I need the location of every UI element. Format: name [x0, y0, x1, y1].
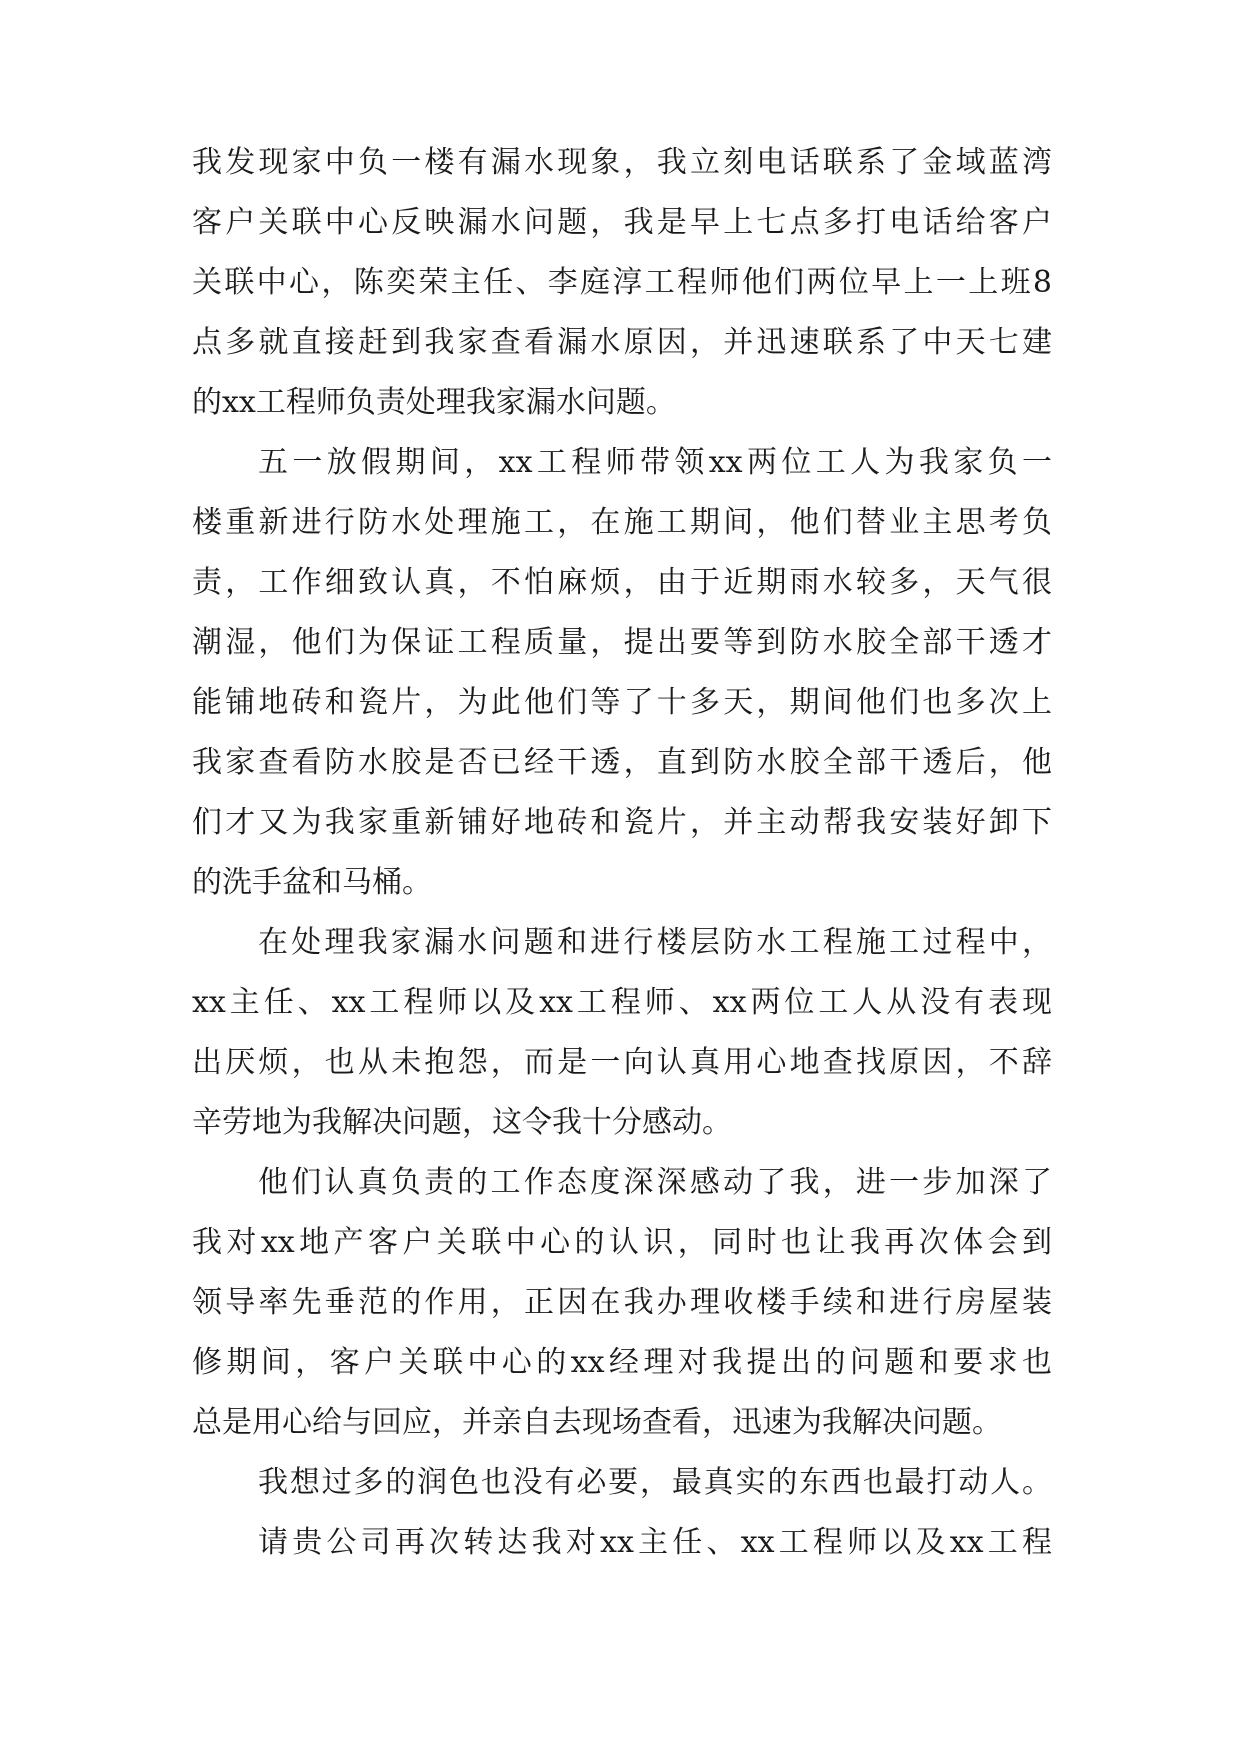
text-line: 辛劳地为我解决问题，这令我十分感动。: [192, 1105, 732, 1140]
text-line: 我发现家中负一楼有漏水现象，我立刻电话联系了金域蓝湾: [192, 145, 1052, 180]
text-line: 点多就直接赶到我家查看漏水原因，并迅速联系了中天七建: [192, 325, 1052, 360]
text-line: 我对xx地产客户关联中心的认识，同时也让我再次体会到: [192, 1225, 1052, 1260]
text-line: 的洗手盆和马桶。: [192, 865, 432, 900]
text-line: 能铺地砖和瓷片，为此他们等了十多天，期间他们也多次上: [192, 685, 1052, 720]
text-line: 我家查看防水胶是否已经干透，直到防水胶全部干透后，他: [192, 745, 1052, 780]
text-line: 客户关联中心反映漏水问题，我是早上七点多打电话给客户: [192, 205, 1052, 240]
text-line: xx主任、xx工程师以及xx工程师、xx两位工人从没有表现: [192, 985, 1052, 1020]
paragraph-first-line: 在处理我家漏水问题和进行楼层防水工程施工过程中，: [258, 925, 1052, 960]
text-line: 潮湿，他们为保证工程质量，提出要等到防水胶全部干透才: [192, 625, 1052, 660]
body-text: [192, 133, 1052, 1573]
paragraph-first-line: 请贵公司再次转达我对xx主任、xx工程师以及xx工程: [258, 1525, 1052, 1560]
text-line: 楼重新进行防水处理施工，在施工期间，他们替业主思考负: [192, 505, 1052, 540]
text-line: 出厌烦，也从未抱怨，而是一向认真用心地查找原因，不辞: [192, 1045, 1052, 1080]
text-line: 总是用心给与回应，并亲自去现场查看，迅速为我解决问题。: [192, 1405, 1002, 1440]
text-line: 关联中心，陈奕荣主任、李庭淳工程师他们两位早上一上班8: [192, 265, 1052, 300]
text-line: 修期间，客户关联中心的xx经理对我提出的问题和要求也: [192, 1345, 1052, 1380]
text-line: 领导率先垂范的作用，正因在我办理收楼手续和进行房屋装: [192, 1285, 1052, 1320]
paragraph-first-line: 五一放假期间，xx工程师带领xx两位工人为我家负一: [258, 445, 1052, 480]
paragraph-first-line: 我想过多的润色也没有必要，最真实的东西也最打动人。: [258, 1465, 1052, 1500]
paragraph-first-line: 他们认真负责的工作态度深深感动了我，进一步加深了: [258, 1165, 1052, 1200]
text-line: 的xx工程师负责处理我家漏水问题。: [192, 385, 676, 420]
text-line: 们才又为我家重新铺好地砖和瓷片，并主动帮我安装好卸下: [192, 805, 1052, 840]
text-line: 责，工作细致认真，不怕麻烦，由于近期雨水较多，天气很: [192, 565, 1052, 600]
